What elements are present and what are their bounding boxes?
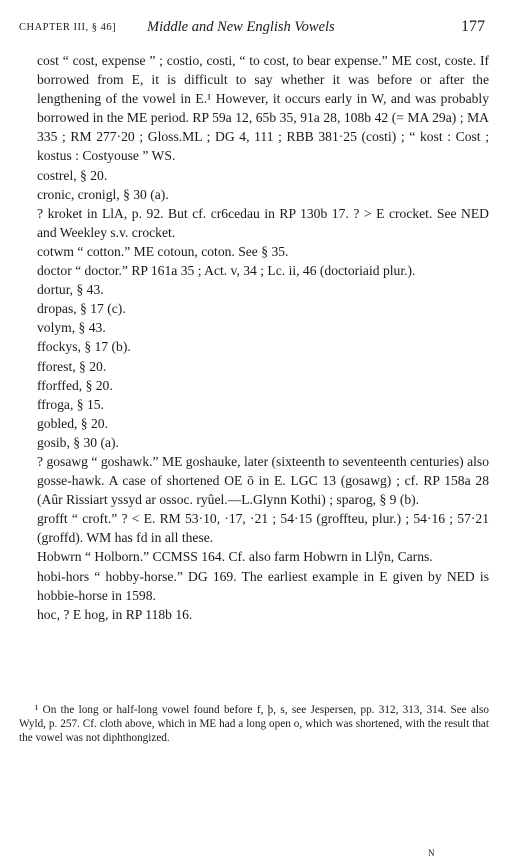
footnote: ¹ On the long or half-long vowel found before f, þ, s, see Jespersen, pp. 312, 313, 314. See also Wyld, p. 257. Cf. cloth above, which in ME had a long open o, which was shortened, with the result that the vowel was not diphthongized. [19, 704, 489, 745]
entry-cost: cost “ cost, expense ” ; costio, costi, “ to cost, to bear expense.” ME cost, coste. If borrowed from E, it is difficult to say whether it was before or after the lengthening of the vowel in E.¹ However, it occurs early in W, and was probably borrowed in the ME period. RP 59a 12, 65b 35, 91a 28, 108b 42 (= MA 29a) ; MA 335 ; RM 277·20 ; Gloss.ML ; DG 4, 111 ; RBB 381·25 (costi) ; “ kost : Cost ; kostus : Costyouse ” WS. [37, 53, 489, 164]
entry-volym: volym, § 43. [37, 320, 106, 336]
entry-kroket: ? kroket in LlA, p. 92. But cf. cr6cedau in RP 130b 17. ? > E crocket. See NED and Weekley s.v. crocket. [37, 205, 489, 240]
entry-fforffed: fforffed, § 20. [37, 377, 113, 393]
entry-gosib: gosib, § 30 (a). [37, 434, 119, 450]
chapter-reference: CHAPTER III, § 46] [19, 22, 117, 33]
entry-cronic: cronic, cronigl, § 30 (a). [37, 186, 169, 202]
page-number: 177 [461, 18, 485, 35]
entry-doctor: doctor “ doctor.” RP 161a 35 ; Act. v, 34 ; Lc. ii, 46 (doctoriaid plur.). [37, 263, 416, 279]
printer-signature: N [428, 848, 436, 858]
entry-cotwm: cotwm “ cotton.” ME cotoun, coton. See § 35. [37, 243, 289, 259]
entry-grofft: grofft “ croft.” ? < E. RM 53·10, ·17, ·21 ; 54·15 (groffteu, plur.) ; 54·16 ; 57·21 (groffd). WM has fd in all these. [37, 511, 489, 546]
entry-costrel: costrel, § 20. [37, 167, 108, 183]
entry-hobi-hors: hobi-hors “ hobby-horse.” DG 169. The earliest example in E given by NED is hobbie-horse in 1598. [37, 568, 489, 603]
running-header [19, 18, 487, 40]
entry-gobled: gobled, § 20. [37, 415, 108, 431]
entry-fforest: fforest, § 20. [37, 358, 107, 374]
entry-hoc: hoc, ? E hog, in RP 118b 16. [37, 606, 193, 622]
entry-dropas: dropas, § 17 (c). [37, 301, 126, 317]
entry-dortur: dortur, § 43. [37, 282, 104, 298]
entry-gosawg: ? gosawg “ goshawk.” ME goshauke, later (sixteenth to seventeenth centuries) also gosse-hawk. A case of shortened OE ō in E. LGC 13 (gosawg) ; cf. RP 158a 28 (Aûr Rissiart yssyd ar ossoc. ryûel.—L.Glynn Kothi) ; sparog, § 9 (b). [37, 453, 489, 508]
running-title: Middle and New English Vowels [147, 19, 335, 35]
entry-ffockys: ffockys, § 17 (b). [37, 339, 131, 355]
entry-ffroga: ffroga, § 15. [37, 396, 104, 412]
entry-hobwrn: Hobwrn “ Holborn.” CCMSS 164. Cf. also farm Hobwrn in Llŷn, Carns. [37, 549, 433, 565]
main-text [19, 51, 489, 624]
